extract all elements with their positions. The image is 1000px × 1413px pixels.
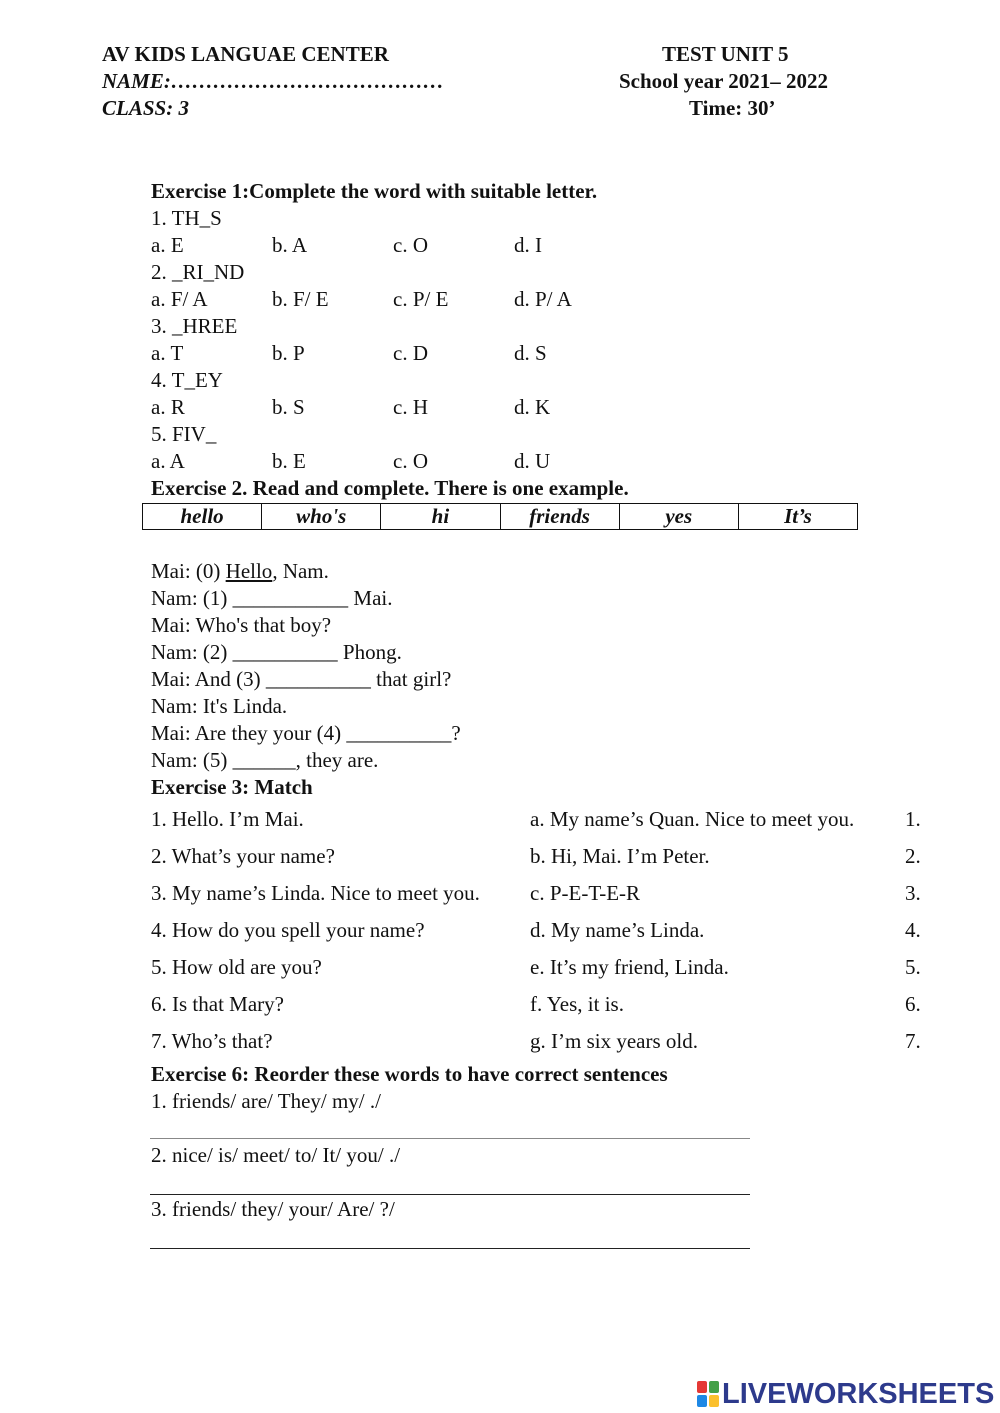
match-left-7: 7. Who’s that? <box>151 1029 273 1053</box>
match-answer-6[interactable]: 6. <box>905 992 921 1016</box>
ex1-q3-option-d[interactable]: d. S <box>514 341 547 365</box>
answer-line-2[interactable] <box>150 1194 750 1195</box>
match-left-5: 5. How old are you? <box>151 955 322 979</box>
ex1-question-2: 2. _RI_ND <box>151 260 245 284</box>
answer-line-3[interactable] <box>150 1248 750 1249</box>
ex1-q2-option-a[interactable]: a. F/ A <box>151 287 208 311</box>
match-left-2: 2. What’s your name? <box>151 844 335 868</box>
ex1-q5-option-a[interactable]: a. A <box>151 449 185 473</box>
match-answer-1[interactable]: 1. <box>905 807 921 831</box>
center-name: AV KIDS LANGUAE CENTER <box>102 42 389 66</box>
match-right-f: f. Yes, it is. <box>530 992 624 1016</box>
liveworksheets-logo-text: LIVEWORKSHEETS <box>722 1378 995 1410</box>
dialog-line-2: Mai: Who's that boy? <box>151 613 332 637</box>
word-bank <box>142 503 858 530</box>
logo-square <box>697 1381 707 1393</box>
ex1-q3-option-c[interactable]: c. D <box>393 341 428 365</box>
ex3-title: Exercise 3: Match <box>151 775 313 799</box>
word-bank-item: hello <box>143 504 262 529</box>
dialog-line-7[interactable]: Nam: (5) ______, they are. <box>151 748 379 772</box>
word-bank-item: yes <box>620 504 739 529</box>
reorder-prompt-2: 2. nice/ is/ meet/ to/ It/ you/ ./ <box>151 1143 401 1167</box>
dialog-line-0-suffix: , Nam. <box>272 559 329 583</box>
match-right-a: a. My name’s Quan. Nice to meet you. <box>530 807 855 831</box>
ex6-title: Exercise 6: Reorder these words to have correct sentences <box>151 1062 668 1086</box>
answer-line-1[interactable] <box>150 1138 750 1139</box>
class-label: CLASS: 3 <box>102 96 189 120</box>
logo-square <box>697 1395 707 1407</box>
match-left-6: 6. Is that Mary? <box>151 992 284 1016</box>
ex1-q5-option-c[interactable]: c. O <box>393 449 428 473</box>
ex1-question-1: 1. TH_S <box>151 206 222 230</box>
word-bank-item: who's <box>262 504 381 529</box>
school-year: School year 2021– 2022 <box>619 69 829 93</box>
ex1-question-3: 3. _HREE <box>151 314 238 338</box>
ex1-question-5: 5. FIV_ <box>151 422 217 446</box>
dialog-line-1[interactable]: Nam: (1) ___________ Mai. <box>151 586 393 610</box>
match-answer-3[interactable]: 3. <box>905 881 921 905</box>
ex1-title: Exercise 1:Complete the word with suitable letter. <box>151 179 598 203</box>
ex1-q4-option-b[interactable]: b. S <box>272 395 305 419</box>
ex1-q2-option-b[interactable]: b. F/ E <box>272 287 329 311</box>
ex1-q1-option-b[interactable]: b. A <box>272 233 308 257</box>
ex1-q1-option-a[interactable]: a. E <box>151 233 184 257</box>
match-right-g: g. I’m six years old. <box>530 1029 698 1053</box>
dialog-line-5: Nam: It's Linda. <box>151 694 288 718</box>
match-right-c: c. P-E-T-E-R <box>530 881 641 905</box>
time-limit: Time: 30’ <box>689 96 776 120</box>
ex1-q3-option-b[interactable]: b. P <box>272 341 305 365</box>
reorder-prompt-1: 1. friends/ are/ They/ my/ ./ <box>151 1089 381 1113</box>
match-answer-7[interactable]: 7. <box>905 1029 921 1053</box>
match-right-e: e. It’s my friend, Linda. <box>530 955 729 979</box>
match-answer-5[interactable]: 5. <box>905 955 921 979</box>
example-answer: Hello <box>225 559 273 583</box>
ex1-q4-option-c[interactable]: c. H <box>393 395 428 419</box>
match-right-d: d. My name’s Linda. <box>530 918 705 942</box>
word-bank-item: friends <box>501 504 620 529</box>
ex1-question-4: 4. T_EY <box>151 368 223 392</box>
match-answer-4[interactable]: 4. <box>905 918 921 942</box>
dialog-line-4[interactable]: Mai: And (3) __________ that girl? <box>151 667 452 691</box>
dialog-line-0 <box>151 558 329 585</box>
liveworksheets-logo-icon <box>697 1381 719 1407</box>
dialog-line-3[interactable]: Nam: (2) __________ Phong. <box>151 640 402 664</box>
ex1-q2-option-d[interactable]: d. P/ A <box>514 287 572 311</box>
ex1-q5-option-d[interactable]: d. U <box>514 449 551 473</box>
logo-square <box>709 1395 719 1407</box>
ex1-q5-option-b[interactable]: b. E <box>272 449 306 473</box>
word-bank-item: hi <box>381 504 500 529</box>
dialog-line-0-prefix: Mai: (0) <box>151 559 226 583</box>
ex1-q2-option-c[interactable]: c. P/ E <box>393 287 449 311</box>
ex1-q4-option-d[interactable]: d. K <box>514 395 551 419</box>
match-right-b: b. Hi, Mai. I’m Peter. <box>530 844 710 868</box>
logo-square <box>709 1381 719 1393</box>
ex2-title: Exercise 2. Read and complete. There is one example. <box>151 476 629 500</box>
student-name-field[interactable]: NAME:………………………………… <box>102 69 444 93</box>
dialog-line-6[interactable]: Mai: Are they your (4) __________? <box>151 721 461 745</box>
ex1-q3-option-a[interactable]: a. T <box>151 341 184 365</box>
test-title: TEST UNIT 5 <box>662 42 789 66</box>
reorder-prompt-3: 3. friends/ they/ your/ Are/ ?/ <box>151 1197 395 1221</box>
word-bank-item: It’s <box>784 504 812 528</box>
ex1-q1-option-c[interactable]: c. O <box>393 233 428 257</box>
match-answer-2[interactable]: 2. <box>905 844 921 868</box>
ex1-q1-option-d[interactable]: d. I <box>514 233 542 257</box>
match-left-1: 1. Hello. I’m Mai. <box>151 807 304 831</box>
match-left-4: 4. How do you spell your name? <box>151 918 425 942</box>
ex1-q4-option-a[interactable]: a. R <box>151 395 185 419</box>
match-left-3: 3. My name’s Linda. Nice to meet you. <box>151 881 480 905</box>
liveworksheets-logo <box>697 1378 994 1410</box>
